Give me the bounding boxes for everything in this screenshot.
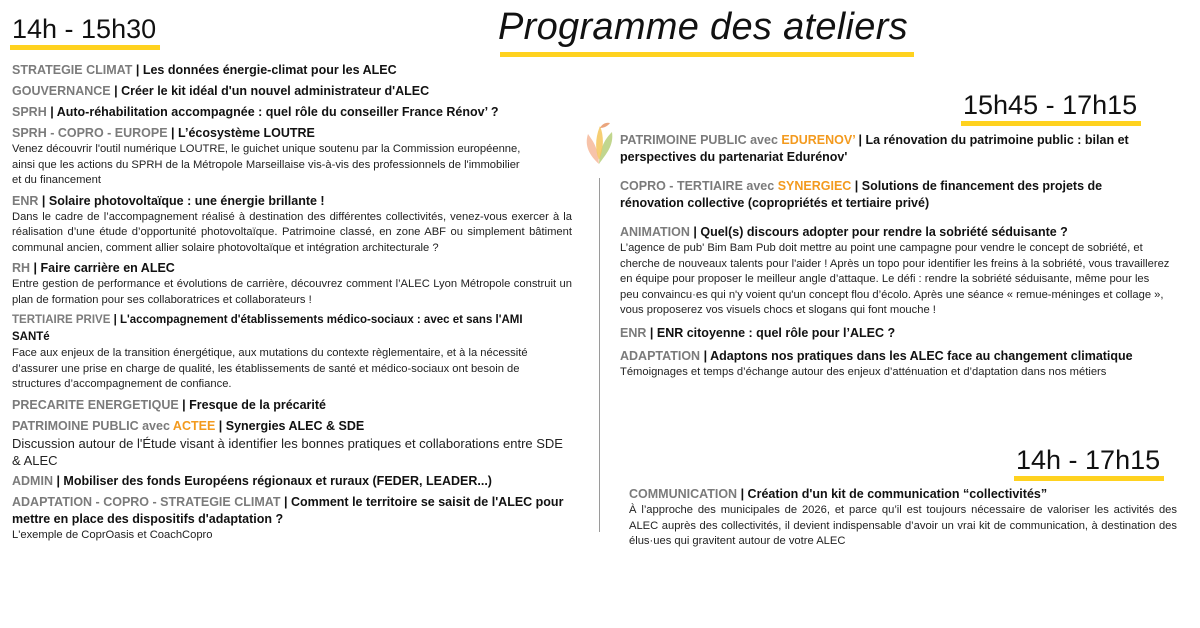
workshop-description: L'exemple de CoprOasis et CoachCopro bbox=[12, 528, 213, 541]
workshop-heading bbox=[12, 473, 572, 490]
workshop-heading bbox=[620, 348, 1175, 365]
workshop-heading bbox=[620, 132, 1175, 166]
workshop-tag: SPRH bbox=[12, 105, 47, 119]
workshop-heading bbox=[12, 62, 572, 79]
workshop-tag: ADMIN bbox=[12, 473, 53, 488]
time-slot-1 bbox=[12, 14, 156, 44]
workshop-heading bbox=[12, 83, 572, 100]
time-slot-2 bbox=[963, 90, 1137, 120]
workshop-item bbox=[620, 178, 1175, 212]
page-title-underline bbox=[500, 52, 914, 57]
workshop-description: Face aux enjeux de la transition énergétique, aux mutations du contexte règlementaire, et à la nécessité d’assurer une prise en charge de qualité, les établissements de santé et médico-sociaux ont besoin de structures d’accompagnement de confiance. bbox=[12, 347, 528, 390]
workshop-description: À l’approche des municipales de 2026, et parce qu’il est toujours nécessaire de valoriser les activités des ALEC auprès des collectivités, il devient indispensable d’avoir un vrai kit de communication, à destination des élus·ues qui gravitent autour de votre ALEC bbox=[629, 504, 1177, 547]
workshop-tag: PRECARITE ENERGETIQUE bbox=[12, 397, 179, 412]
workshop-item bbox=[12, 473, 572, 490]
workshop-title: La rénovation du patrimoine public : bilan et perspectives du partenariat Edurénov' bbox=[620, 133, 1129, 164]
workshop-tag: ADAPTATION - COPRO - STRATEGIE CLIMAT bbox=[12, 494, 281, 509]
workshop-item bbox=[620, 325, 1175, 342]
workshop-heading bbox=[629, 486, 1177, 503]
workshop-title: Créer le kit idéal d'un nouvel administrateur d'ALEC bbox=[121, 84, 430, 98]
workshop-title: Création d'un kit de communication “collectivités” bbox=[747, 487, 1048, 501]
workshop-tag: PATRIMOINE PUBLIC avec bbox=[620, 133, 782, 147]
page-title-text: Programme des ateliers bbox=[498, 6, 908, 48]
leaf-logo-icon bbox=[580, 120, 618, 166]
workshop-tag: PATRIMOINE PUBLIC avec bbox=[12, 418, 173, 433]
workshop-item bbox=[629, 486, 1177, 550]
workshop-partner: SYNERGIEC bbox=[777, 179, 852, 193]
workshop-description: Discussion autour de l'Étude visant à identifier les bonnes pratiques et collaborations entre SDE & ALEC bbox=[12, 435, 563, 468]
workshop-heading bbox=[12, 397, 572, 414]
workshop-sep: | bbox=[30, 261, 41, 275]
workshop-heading bbox=[12, 125, 572, 142]
workshop-sep: | bbox=[167, 126, 179, 140]
workshop-sep: | bbox=[851, 179, 862, 193]
workshop-tag: ADAPTATION bbox=[620, 348, 701, 363]
workshop-sep: | bbox=[110, 84, 122, 98]
workshop-heading bbox=[12, 418, 572, 435]
workshop-item bbox=[12, 104, 572, 121]
workshop-title: Les données énergie-climat pour les ALEC bbox=[142, 63, 397, 77]
workshop-description: Entre gestion de performance et évolutions de carrière, découvrez comment l’ALEC Lyon Métropole construit un plan de formation pour ses collaboratrices et collaborateurs ! bbox=[12, 278, 572, 306]
workshop-sep: | bbox=[110, 314, 121, 326]
bottom-right-block bbox=[629, 486, 1177, 550]
workshop-title: Synergies ALEC & SDE bbox=[225, 418, 365, 433]
workshop-title: Solaire photovoltaïque : une énergie brillante ! bbox=[48, 193, 325, 208]
workshop-heading bbox=[12, 260, 572, 277]
workshop-heading bbox=[12, 104, 572, 121]
workshop-tag: ANIMATION bbox=[620, 225, 690, 239]
workshop-title: Quel(s) discours adopter pour rendre la sobriété séduisante ? bbox=[700, 225, 1068, 239]
column-divider bbox=[599, 178, 600, 532]
workshop-tag: RH bbox=[12, 261, 31, 275]
workshop-tag: ENR bbox=[620, 325, 647, 340]
workshop-item bbox=[12, 83, 572, 100]
workshop-item bbox=[620, 132, 1175, 166]
workshop-tag: ENR bbox=[12, 193, 39, 208]
workshop-sep: | bbox=[52, 473, 64, 488]
workshop-sep: | bbox=[689, 225, 701, 239]
workshop-heading bbox=[12, 193, 572, 210]
workshop-heading bbox=[12, 494, 572, 528]
workshop-tag: COMMUNICATION bbox=[629, 487, 738, 501]
workshop-title: ENR citoyenne : quel rôle pour l’ALEC ? bbox=[656, 325, 896, 340]
workshop-item bbox=[12, 125, 572, 189]
workshop-sep: | bbox=[46, 105, 57, 119]
workshop-item bbox=[12, 62, 572, 79]
workshop-title: Adaptons nos pratiques dans les ALEC face au changement climatique bbox=[710, 348, 1133, 363]
workshop-sep: | bbox=[215, 418, 226, 433]
workshop-heading bbox=[620, 224, 1175, 241]
time-slot-2-underline bbox=[961, 121, 1141, 126]
workshop-item bbox=[12, 193, 572, 257]
workshop-title: Mobiliser des fonds Européens régionaux et ruraux (FEDER, LEADER...) bbox=[63, 473, 492, 488]
workshop-item bbox=[12, 312, 572, 393]
workshop-item bbox=[620, 348, 1175, 381]
workshop-sep: | bbox=[178, 397, 190, 412]
workshop-partner: ACTEE bbox=[172, 418, 216, 433]
workshop-title: Fresque de la précarité bbox=[189, 397, 327, 412]
left-column bbox=[12, 62, 572, 543]
workshop-sep: | bbox=[38, 193, 49, 208]
workshop-tag: COPRO - TERTIAIRE avec bbox=[620, 179, 778, 193]
workshop-item bbox=[12, 418, 572, 469]
workshop-title: L’écosystème LOUTRE bbox=[178, 126, 315, 140]
time-slot-3 bbox=[1016, 445, 1160, 475]
workshop-item bbox=[12, 397, 572, 414]
time-slot-2-text: 15h45 - 17h15 bbox=[963, 90, 1138, 120]
workshop-item bbox=[12, 494, 572, 544]
workshop-description: Venez découvrir l'outil numérique LOUTRE, le guichet unique soutenu par la Commission européenne, ainsi que les actions du SPRH de la Métropole Marseillaise vis-à-vis des professionnels de l'immobilier et du financement bbox=[12, 143, 521, 186]
workshop-tag: GOUVERNANCE bbox=[12, 84, 111, 98]
time-slot-3-text: 14h - 17h15 bbox=[1016, 445, 1161, 475]
workshop-heading bbox=[12, 312, 552, 346]
right-column bbox=[620, 132, 1175, 380]
workshop-title: L'accompagnement d'établissements médico-sociaux : avec et sans l'AMI SANTé bbox=[12, 314, 523, 343]
workshop-description: Dans le cadre de l’accompagnement réalisé à destination des différentes collectivités, venez-vous exercer à la réalisation d’une étude d’opportunité photovoltaïque. Patrimoine classé, en zone ABF ou simplement bâtiment communal ancien, comment allier solaire photovoltaïque et intégration architecturale ? bbox=[12, 210, 572, 254]
page-title bbox=[498, 6, 908, 49]
workshop-heading bbox=[620, 325, 1175, 342]
workshop-tag: TERTIAIRE PRIVE bbox=[12, 314, 111, 326]
workshop-sep: | bbox=[855, 133, 866, 147]
workshop-item bbox=[620, 224, 1175, 319]
workshop-tag: SPRH - COPRO - EUROPE bbox=[12, 126, 168, 140]
workshop-tag: STRATEGIE CLIMAT bbox=[12, 63, 133, 77]
workshop-sep: | bbox=[280, 494, 291, 509]
workshop-partner: EDURENOV’ bbox=[781, 133, 856, 147]
workshop-sep: | bbox=[700, 348, 711, 363]
time-slot-1-text: 14h - 15h30 bbox=[12, 14, 157, 44]
workshop-title: Solutions de financement des projets de rénovation collective (copropriétés et tertiaire privé) bbox=[620, 179, 1103, 210]
workshop-title: Auto-réhabilitation accompagnée : quel rôle du conseiller France Rénov’ ? bbox=[56, 105, 499, 119]
workshop-description: Témoignages et temps d’échange autour des enjeux d’atténuation et d’daptation dans nos métiers bbox=[620, 365, 1107, 378]
workshop-sep: | bbox=[132, 63, 143, 77]
workshop-title: Faire carrière en ALEC bbox=[40, 261, 175, 275]
workshop-heading bbox=[620, 178, 1140, 212]
time-slot-3-underline bbox=[1014, 476, 1164, 481]
workshop-item bbox=[12, 260, 572, 308]
time-slot-1-underline bbox=[10, 45, 160, 50]
workshop-description: L’agence de pub' Bim Bam Pub doit mettre au point une campagne pour vendre le concept de sobriété, et cherche de nouveaux talents pour l'aider ! Après un topo pour identifier les freins à la sobriété, vous travaillerez en équipe pour proposer le meilleur angle d’attaque. Le défi : rendre la sobriété séduisante, même pour les peu convaincu·es qui n'y voient qu'un concept flou d’écolo. Après une séance « remue-méninges et collage », vous proposerez vos visuels chocs et slogans qui font mouche ! bbox=[620, 242, 1170, 316]
workshop-sep: | bbox=[737, 487, 748, 501]
workshop-title: Comment le territoire se saisit de l'ALEC pour mettre en place des dispositifs d'adaptation ? bbox=[12, 494, 564, 526]
workshop-sep: | bbox=[646, 325, 657, 340]
